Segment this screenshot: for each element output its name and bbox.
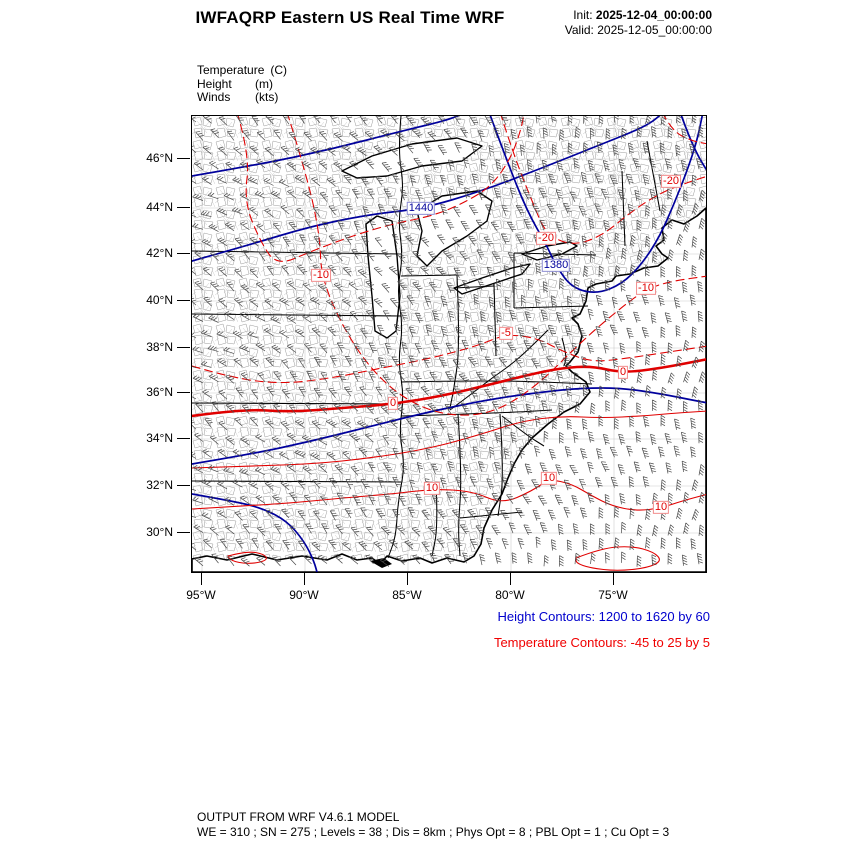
lat-tick-label: 38°N — [146, 340, 173, 354]
lon-tick — [613, 572, 614, 585]
valid-time: Valid: 2025-12-05_00:00:00 — [564, 23, 712, 37]
lat-tick — [177, 207, 190, 208]
lon-tick-label: 75°W — [598, 588, 628, 602]
init-time: Init: 2025-12-04_00:00:00 — [573, 8, 712, 22]
lon-tick-label: 80°W — [495, 588, 525, 602]
lat-tick-label: 40°N — [146, 293, 173, 307]
lon-tick-label: 90°W — [289, 588, 319, 602]
lat-tick — [177, 300, 190, 301]
contour-label: 0 — [389, 396, 397, 409]
lon-tick — [510, 572, 511, 585]
lat-tick-label: 30°N — [146, 525, 173, 539]
page-title: IWFAQRP Eastern US Real Time WRF — [195, 8, 505, 27]
lat-tick-label: 46°N — [146, 151, 173, 165]
legend-row-winds: Winds (kts) — [197, 90, 279, 104]
contour-label: 10 — [425, 481, 439, 494]
wrf-map — [191, 115, 707, 573]
lon-tick — [407, 572, 408, 585]
lat-tick-label: 44°N — [146, 200, 173, 214]
lat-tick — [177, 347, 190, 348]
lat-tick — [177, 438, 190, 439]
lat-tick — [177, 532, 190, 533]
model-info-line1: OUTPUT FROM WRF V4.6.1 MODEL — [197, 810, 400, 824]
contour-label: 1440 — [408, 201, 434, 214]
contour-label: 0 — [619, 365, 627, 378]
temp-contour-note: Temperature Contours: -45 to 25 by 5 — [493, 635, 710, 650]
contour-label: 1380 — [543, 258, 569, 271]
legend-row-height: Height (m) — [197, 76, 273, 91]
model-info-line2: WE = 310 ; SN = 275 ; Levels = 38 ; Dis = 8km ; Phys Opt = 8 ; PBL Opt = 1 ; Cu Opt = 3 — [197, 825, 670, 839]
contour-label: 10 — [542, 471, 556, 484]
model-info — [197, 810, 669, 840]
lat-tick-label: 32°N — [146, 478, 173, 492]
legend-row-temperature: Temperature (C) — [197, 63, 288, 77]
height-contour-note: Height Contours: 1200 to 1620 by 60 — [497, 609, 710, 624]
contour-label: 10 — [654, 500, 668, 513]
contour-label-layer — [192, 116, 706, 572]
lat-tick — [177, 485, 190, 486]
contour-label: -10 — [638, 281, 654, 294]
contour-label: -20 — [538, 231, 554, 244]
lat-tick-label: 36°N — [146, 385, 173, 399]
lon-tick — [201, 572, 202, 585]
lon-tick-label: 85°W — [392, 588, 422, 602]
lat-tick-label: 42°N — [146, 246, 173, 260]
lat-tick — [177, 253, 190, 254]
lat-tick — [177, 392, 190, 393]
field-legend — [197, 64, 287, 105]
run-times — [565, 8, 712, 38]
lon-tick-label: 95°W — [186, 588, 216, 602]
lat-tick — [177, 158, 190, 159]
lat-tick-label: 34°N — [146, 431, 173, 445]
contour-label: -20 — [663, 174, 679, 187]
lon-tick — [304, 572, 305, 585]
contour-label: -5 — [501, 326, 511, 339]
contour-label: -10 — [313, 268, 329, 281]
